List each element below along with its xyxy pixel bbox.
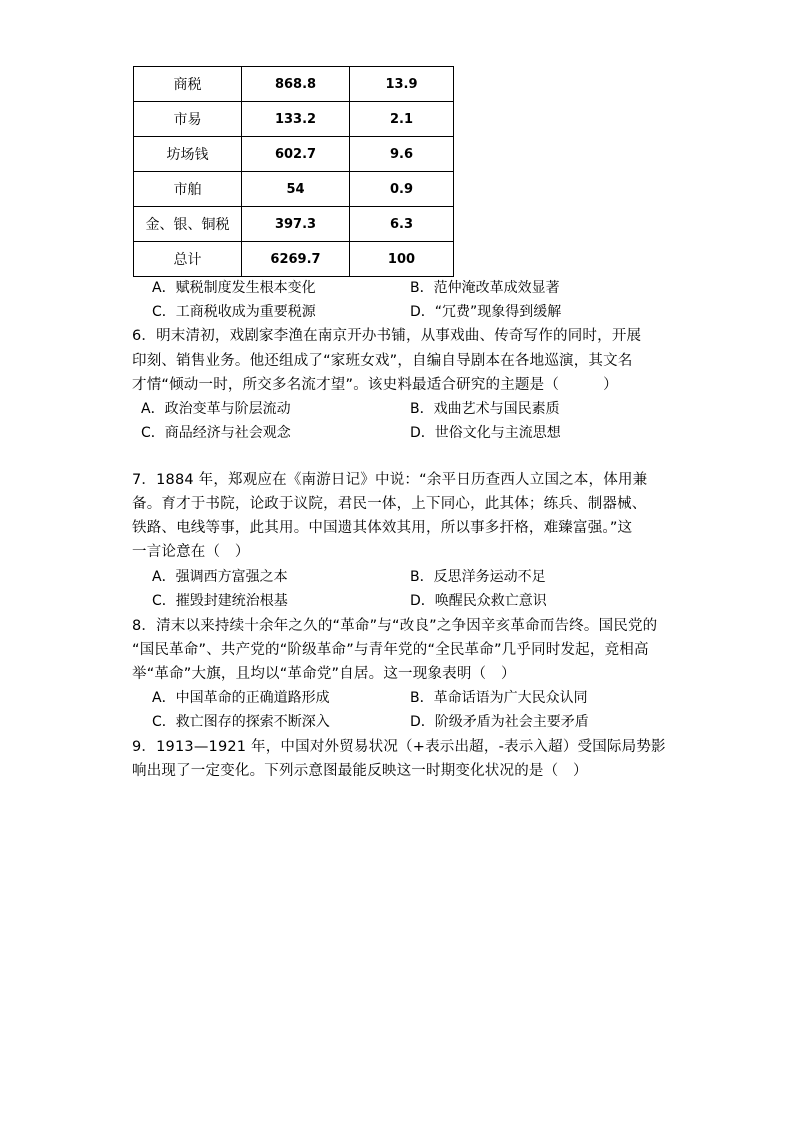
q7-option-d: D．唤醒民众救亡意识: [410, 593, 547, 609]
tax-amount-cell: 397.3: [242, 207, 350, 242]
tax-name-cell: 坊场钱: [134, 137, 242, 172]
q8-stem-line: 8．清末以来持续十余年之久的“革命”与“改良”之争因辛亥革命而告终。国民党的: [132, 618, 658, 634]
tax-percent-cell: 13.9: [350, 67, 454, 102]
tax-percent-cell: 0.9: [350, 172, 454, 207]
q6-stem-line: 才情“倾动一时，所交多名流才望”。该史料最适合研究的主题是（ ）: [132, 377, 618, 393]
q8-stem-line: 举“革命”大旗，且均以“革命党”自居。这一现象表明（ ）: [132, 666, 516, 682]
tax-name-cell: 金、银、铜税: [134, 207, 242, 242]
q6-option-b: B．戏曲艺术与国民素质: [410, 401, 560, 417]
tax-percent-cell: 100: [350, 242, 454, 277]
table-row: [134, 67, 454, 102]
q6-stem-line: 印刻、销售业务。他还组成了“家班女戏”，自编自导剧本在各地巡演，其文名: [132, 353, 633, 369]
q8-option-d: D．阶级矛盾为社会主要矛盾: [410, 714, 589, 730]
tax-amount-cell: 6269.7: [242, 242, 350, 277]
q8-option-a: A．中国革命的正确道路形成: [152, 690, 330, 706]
q7-option-c: C．摧毁封建统治根基: [152, 593, 288, 609]
tax-percent-cell: 6.3: [350, 207, 454, 242]
q9-stem-line: 响出现了一定变化。下列示意图最能反映这一时期变化状况的是（ ）: [132, 763, 588, 779]
tax-name-cell: 总计: [134, 242, 242, 277]
tax-revenue-table: [133, 66, 454, 277]
q7-stem-line: 铁路、电线等事，此其用。中国遗其体效其用，所以事多扞格，难臻富强。”这: [132, 520, 633, 536]
q8-option-c: C．救亡图存的探索不断深入: [152, 714, 330, 730]
table-row: [134, 207, 454, 242]
q7-option-a: A．强调西方富强之本: [152, 569, 288, 585]
q8-stem-line: “国民革命”、共产党的“阶级革命”与青年党的“全民革命”几乎同时发起，竞相高: [132, 642, 649, 658]
q6-stem-line: 6．明末清初，戏剧家李渔在南京开办书铺，从事戏曲、传奇写作的同时，开展: [132, 328, 642, 344]
tax-amount-cell: 602.7: [242, 137, 350, 172]
q6-option-d: D．世俗文化与主流思想: [410, 425, 561, 441]
tax-amount-cell: 133.2: [242, 102, 350, 137]
q9-stem-line: 9．1913—1921 年，中国对外贸易状况（+表示出超，-表示入超）受国际局势影: [132, 739, 666, 755]
tax-name-cell: 市易: [134, 102, 242, 137]
q5-option-a: A．赋税制度发生根本变化: [152, 280, 316, 296]
tax-percent-cell: 2.1: [350, 102, 454, 137]
q5-option-c: C．工商税收成为重要税源: [152, 304, 316, 320]
tax-name-cell: 市舶: [134, 172, 242, 207]
tax-name-cell: 商税: [134, 67, 242, 102]
table-row: [134, 172, 454, 207]
table-row: [134, 102, 454, 137]
tax-percent-cell: 9.6: [350, 137, 454, 172]
q8-option-b: B．革命话语为广大民众认同: [410, 690, 588, 706]
table-row: [134, 242, 454, 277]
q7-stem-line: 一言论意在（ ）: [132, 544, 250, 560]
q6-option-c: C．商品经济与社会观念: [141, 425, 291, 441]
q7-stem-line: 备。育才于书院，论政于议院，君民一体，上下同心，此其体；练兵、制器械、: [132, 496, 647, 512]
table-row: [134, 137, 454, 172]
q7-option-b: B．反思洋务运动不足: [410, 569, 546, 585]
q5-option-b: B．范仲淹改革成效显著: [410, 280, 560, 296]
tax-amount-cell: 868.8: [242, 67, 350, 102]
q5-option-d: D．“冗费”现象得到缓解: [410, 304, 562, 320]
q6-option-a: A．政治变革与阶层流动: [141, 401, 291, 417]
q7-stem-line: 7．1884 年，郑观应在《南游日记》中说：“余平日历查西人立国之本，体用兼: [132, 472, 648, 488]
tax-amount-cell: 54: [242, 172, 350, 207]
